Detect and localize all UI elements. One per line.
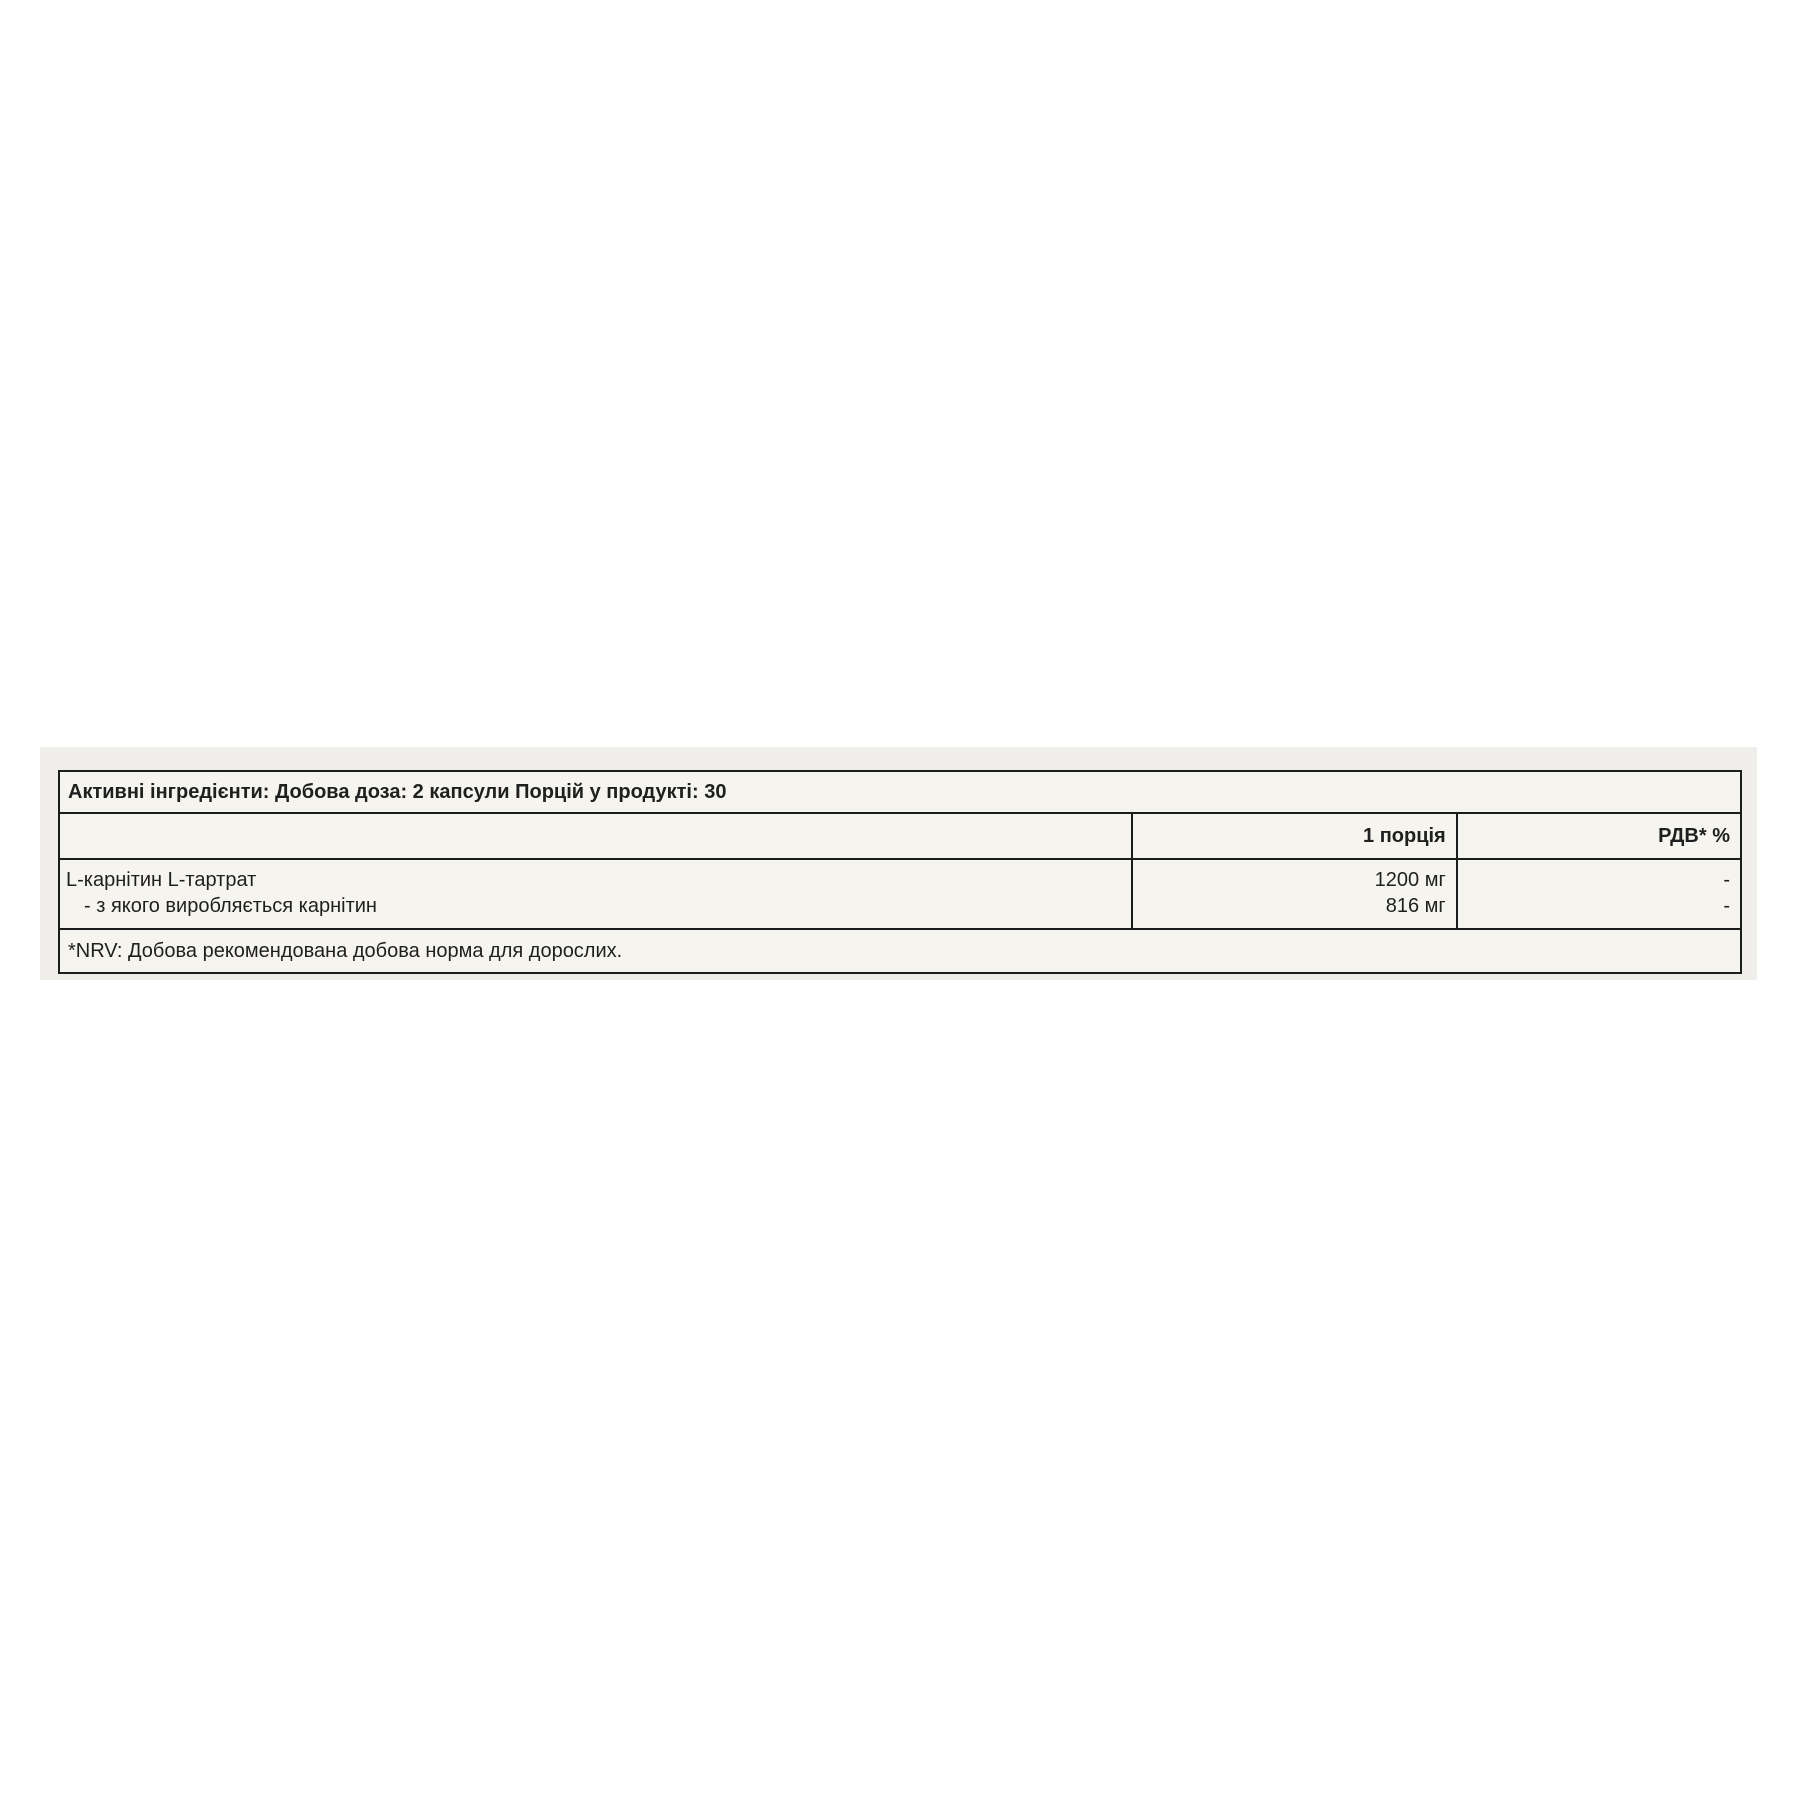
table-column-header-row	[59, 813, 1741, 859]
ingredient-serving-value: 1200 мг	[1374, 869, 1446, 891]
ingredient-sub-serving-value: 816 мг	[1385, 895, 1446, 917]
column-header-name	[59, 813, 1132, 859]
ingredient-row	[59, 859, 1741, 929]
table-title-row	[59, 771, 1741, 813]
supplement-facts-panel	[40, 747, 1757, 980]
ingredient-nrv-cell	[1457, 859, 1741, 929]
column-header-serving: 1 порція	[1132, 813, 1457, 859]
table-footnote-row	[59, 929, 1741, 973]
ingredient-sub-nrv-value: -	[1723, 895, 1730, 917]
ingredient-serving-cell	[1132, 859, 1457, 929]
ingredient-sub-name: - з якого виробляється карнітин	[84, 895, 377, 917]
table-footnote: *NRV: Добова рекомендована добова норма для дорослих.	[59, 929, 1741, 973]
ingredient-nrv-value: -	[1723, 869, 1730, 891]
ingredient-name-cell	[59, 859, 1132, 929]
column-header-nrv: РДВ* %	[1457, 813, 1741, 859]
ingredient-name: L-карнітин L-тартрат	[66, 869, 257, 891]
supplement-facts-table	[58, 770, 1742, 974]
table-title: Активні інгредієнти: Добова доза: 2 капсули Порцій у продукті: 30	[59, 771, 1741, 813]
